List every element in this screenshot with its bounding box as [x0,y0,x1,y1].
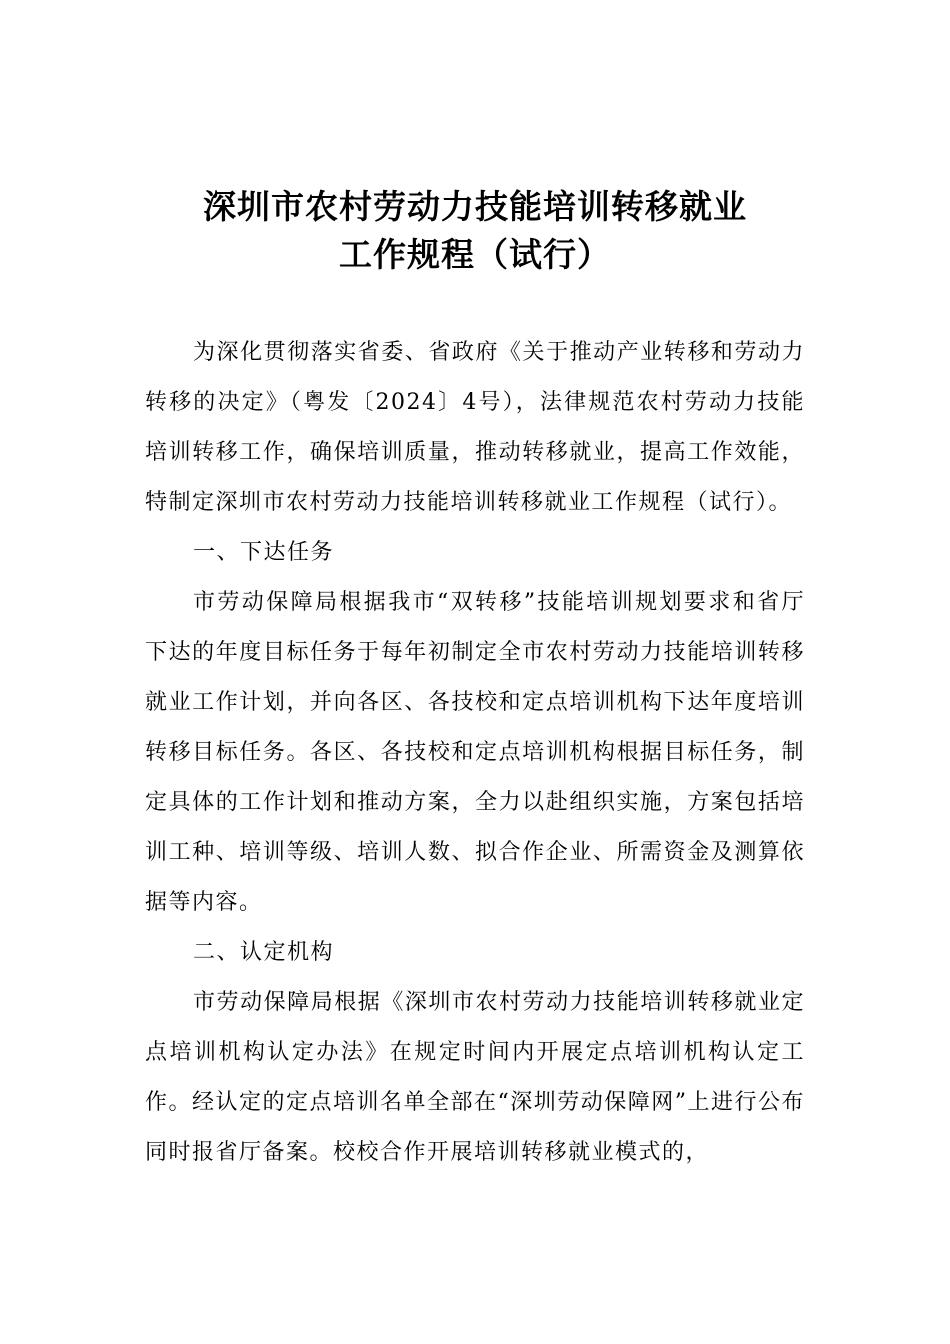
intro-paragraph: 为深化贯彻落实省委、省政府《关于推动产业转移和劳动力转移的决定》（粤发〔2024〕4号），法律规范农村劳动力技能培训转移工作，确保培训质量，推动转移就业，提高工作效能，特制定深圳市农村劳动力技能培训转移就业工作规程（试行）。 [145,340,805,515]
document-title-line-2: 工作规程（试行） [339,235,611,274]
document-body [145,328,805,1178]
document-title-line-1: 深圳市农村劳动力技能培训转移就业 [203,187,747,226]
section-heading-1: 一、下达任务 [193,540,335,565]
section-paragraph-2: 市劳动保障局根据《深圳市农村劳动力技能培训转移就业定点培训机构认定办法》在规定时间内开展定点培训机构认定工作。经认定的定点培训名单全部在“深圳劳动保障网”上进行公布同时报省厅备案。校校合作开展培训转移就业模式的， [145,990,805,1165]
section-paragraph-1: 市劳动保障局根据我市“双转移”技能培训规划要求和省厅下达的年度目标任务于每年初制定全市农村劳动力技能培训转移就业工作计划，并向各区、各技校和定点培训机构下达年度培训转移目标任务。各区、各技校和定点培训机构根据目标任务，制定具体的工作计划和推动方案，全力以赴组织实施，方案包括培训工种、培训等级、培训人数、拟合作企业、所需资金及测算依据等内容。 [145,590,805,915]
section-heading-2: 二、认定机构 [193,940,335,965]
